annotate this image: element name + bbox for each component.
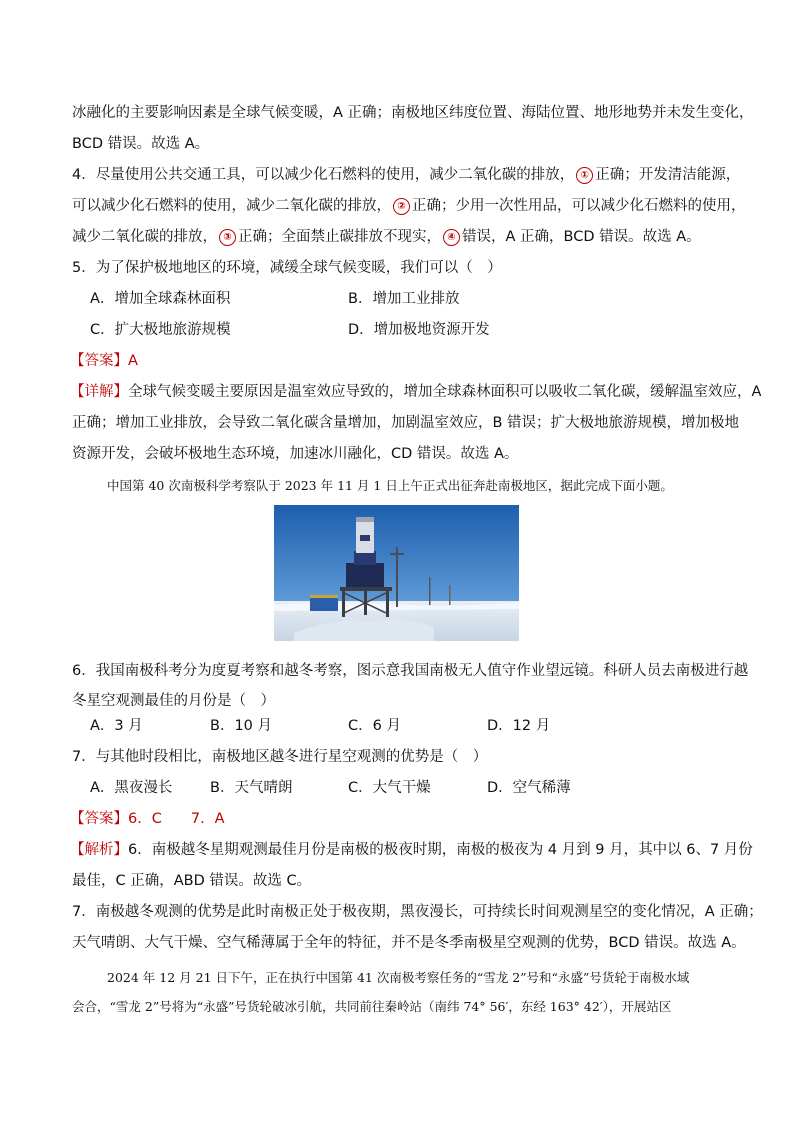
text-line: BCD 错误。故选 A。 (72, 136, 210, 152)
material-intro: 中国第 40 次南极科学考察队于 2023 年 11 月 1 日上午正式出征奔赴南极地区，据此完成下面小题。 (107, 478, 673, 493)
q67-analysis-4: 天气晴朗、大气干燥、空气稀薄属于全年的特征，并不是冬季南极星空观测的优势，BCD 错误。故选 A。 (72, 935, 746, 951)
q5-option-b: B．增加工业排放 (348, 291, 460, 307)
q6-option-c: C．6 月 (348, 718, 401, 734)
q7-option-c: C．大气干燥 (348, 780, 431, 796)
q5-detail-3: 资源开发，会破坏极地生态环境，加速冰川融化，CD 错误。故选 A。 (72, 446, 519, 462)
q5-stem: 5．为了保护极地地区的环境，减缓全球气候变暖，我们可以（ ） (72, 260, 502, 276)
text-line: 冰融化的主要影响因素是全球气候变暖，A 正确；南极地区纬度位置、海陆位置、地形地势并未发生变化， (72, 105, 754, 121)
q67-analysis-1: 【解析】6．南极越冬星期观测最佳月份是南极的极夜时期，南极的极夜为 4 月到 9 月，其中以 6、7 月份 (70, 842, 753, 858)
q5-option-a: A．增加全球森林面积 (90, 291, 231, 307)
q6-option-d: D．12 月 (487, 718, 551, 734)
q67-analysis-3: 7．南极越冬观测的优势是此时南极正处于极夜期，黑夜漫长，可持续长时间观测星空的变化情况，A 正确； (72, 904, 763, 920)
q4-line-2: 可以减少化石燃料的使用，减少二氧化碳的排放， ② 正确；少用一次性用品，可以减少化石燃料的使用， (72, 198, 746, 214)
q5-option-c: C．扩大极地旅游规模 (90, 322, 231, 338)
q6-option-b: B．10 月 (210, 718, 273, 734)
q7-option-a: A．黑夜漫长 (90, 780, 173, 796)
q5-answer: 【答案】A (70, 353, 138, 369)
q4-line-3: 减少二氧化碳的排放， ③ 正确；全面禁止碳排放不现实， ④ 错误，A 正确，BCD 错误。故选 A。 (72, 229, 701, 245)
q67-answer: 【答案】6．C 7．A (70, 811, 225, 827)
q6-stem-1: 6．我国南极科考分为度夏考察和越冬考察，图示意我国南极无人值守作业望远镜。科研人员去南极进行越 (72, 663, 749, 679)
material-intro-2: 2024 年 12 月 21 日下午，正在执行中国第 41 次南极考察任务的“雪龙 2”号和“永盛”号货轮于南极水域 (107, 970, 690, 985)
q7-stem: 7．与其他时段相比，南极地区越冬进行星空观测的优势是（ ） (72, 749, 488, 765)
q4-line-1: 4．尽量使用公共交通工具，可以减少化石燃料的使用，减少二氧化碳的排放， ① 正确；开发清洁能源， (72, 167, 741, 183)
q67-analysis-2: 最佳，C 正确，ABD 错误。故选 C。 (72, 873, 312, 889)
circled-number-4: ④ (443, 229, 460, 246)
q7-option-b: B．天气晴朗 (210, 780, 293, 796)
q5-detail-2: 正确；增加工业排放，会导致二氧化碳含量增加，加剧温室效应，B 错误；扩大极地旅游规模，增加极地 (72, 415, 740, 431)
q5-option-d: D．增加极地资源开发 (348, 322, 490, 338)
q6-option-a: A．3 月 (90, 718, 143, 734)
antarctic-telescope-photo (274, 505, 519, 641)
q7-option-d: D．空气稀薄 (487, 780, 571, 796)
circled-number-2: ② (393, 198, 410, 215)
circled-number-1: ① (576, 167, 593, 184)
q5-detail-1: 【详解】全球气候变暖主要原因是温室效应导致的，增加全球森林面积可以吸收二氧化碳，缓解温室效应，A (70, 384, 762, 400)
q6-stem-2: 冬星空观测最佳的月份是（ ） (72, 693, 275, 709)
circled-number-3: ③ (219, 229, 236, 246)
material-intro-2-cont: 会合，“雪龙 2”号将为“永盛”号货轮破冰引航，共同前往秦岭站（南纬 74° 56′，东经 163° 42′），开展站区 (72, 999, 672, 1014)
